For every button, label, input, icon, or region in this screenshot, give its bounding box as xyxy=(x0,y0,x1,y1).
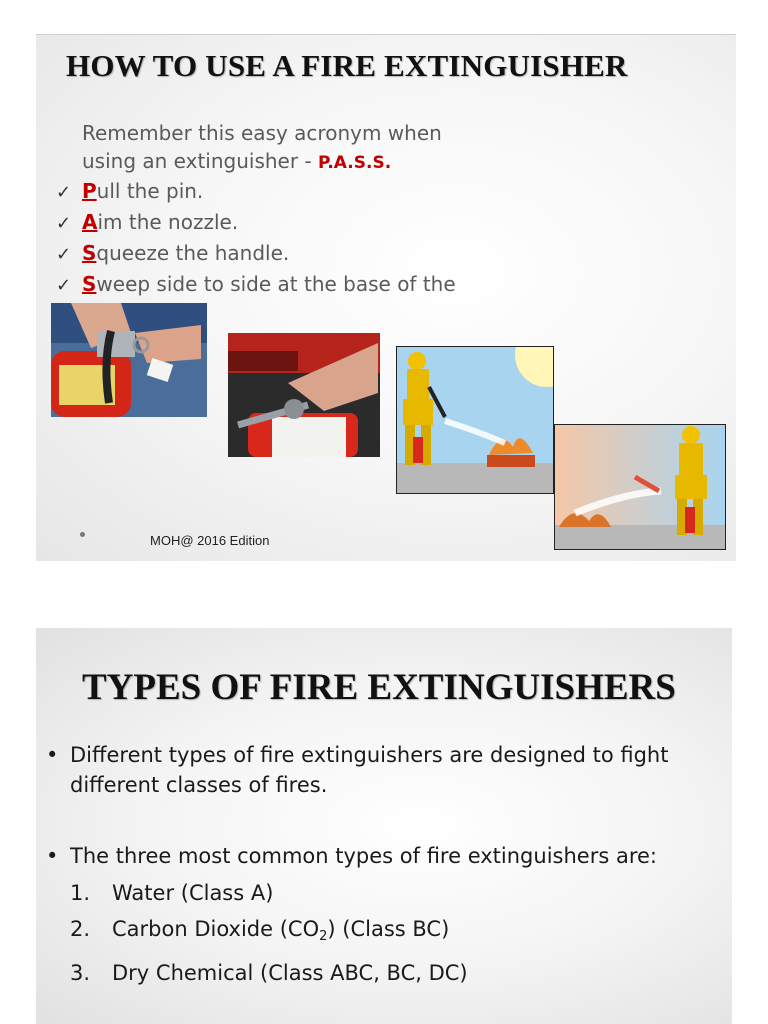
step-text: ull the pin. xyxy=(96,179,204,203)
bullet-item xyxy=(46,740,706,800)
types-bullet-list xyxy=(46,740,706,991)
firefighter-spraying-fire-illustration xyxy=(396,346,554,494)
bullet-icon: • xyxy=(46,743,59,767)
bullet-icon: • xyxy=(46,844,59,868)
type-text-suffix: ) (Class BC) xyxy=(327,917,450,941)
type-dry-chemical xyxy=(70,955,706,991)
slide-types xyxy=(36,628,732,1024)
step-sweep xyxy=(56,269,456,300)
pass-steps-list xyxy=(56,176,456,311)
step-letter: S xyxy=(82,272,97,296)
slide-how-to-use xyxy=(36,34,736,561)
type-water xyxy=(70,875,706,911)
list-number: 1. xyxy=(70,881,91,905)
step-letter: P xyxy=(82,179,97,203)
pass-acronym: P.A.S.S. xyxy=(318,153,392,173)
step-squeeze xyxy=(56,238,456,269)
intro-line-2: using an extinguisher - xyxy=(82,149,319,173)
bullet-text: Different types of fire extinguishers are designed to fight different classes of fires. xyxy=(70,743,669,797)
step-text: im the nozzle. xyxy=(97,210,239,234)
footer-bullet-icon xyxy=(80,532,85,537)
pulling-pin-photo xyxy=(51,303,207,417)
edition-footer: MOH@ 2016 Edition xyxy=(150,533,270,548)
checkmark-icon: ✓ xyxy=(56,213,72,234)
checkmark-icon: ✓ xyxy=(56,275,72,296)
intro-text xyxy=(82,119,522,177)
intro-line-1: Remember this easy acronym when xyxy=(82,121,442,145)
type-co2 xyxy=(70,911,706,955)
aiming-nozzle-photo xyxy=(228,333,380,457)
step-aim xyxy=(56,207,456,238)
step-text: weep side to side at the base of the xyxy=(96,272,456,296)
step-pull xyxy=(56,176,456,207)
list-number: 3. xyxy=(70,961,91,985)
checkmark-icon: ✓ xyxy=(56,244,72,265)
type-text: Dry Chemical (Class ABC, BC, DC) xyxy=(112,961,468,985)
slide-title: TYPES OF FIRE EXTINGUISHERS xyxy=(82,667,676,708)
step-letter: S xyxy=(82,241,97,265)
type-text: Water (Class A) xyxy=(112,881,274,905)
step-letter: A xyxy=(82,210,98,234)
bullet-text: The three most common types of fire extinguishers are: xyxy=(70,844,657,868)
subscript: 2 xyxy=(319,929,328,944)
firefighter-sweeping-illustration xyxy=(554,424,726,550)
step-text: queeze the handle. xyxy=(96,241,290,265)
slide-title: HOW TO USE A FIRE EXTINGUISHER xyxy=(66,48,628,83)
checkmark-icon: ✓ xyxy=(56,182,72,203)
bullet-item xyxy=(46,841,706,991)
list-number: 2. xyxy=(70,917,91,941)
type-text: Carbon Dioxide (CO xyxy=(112,917,320,941)
extinguisher-types-list xyxy=(70,875,706,991)
